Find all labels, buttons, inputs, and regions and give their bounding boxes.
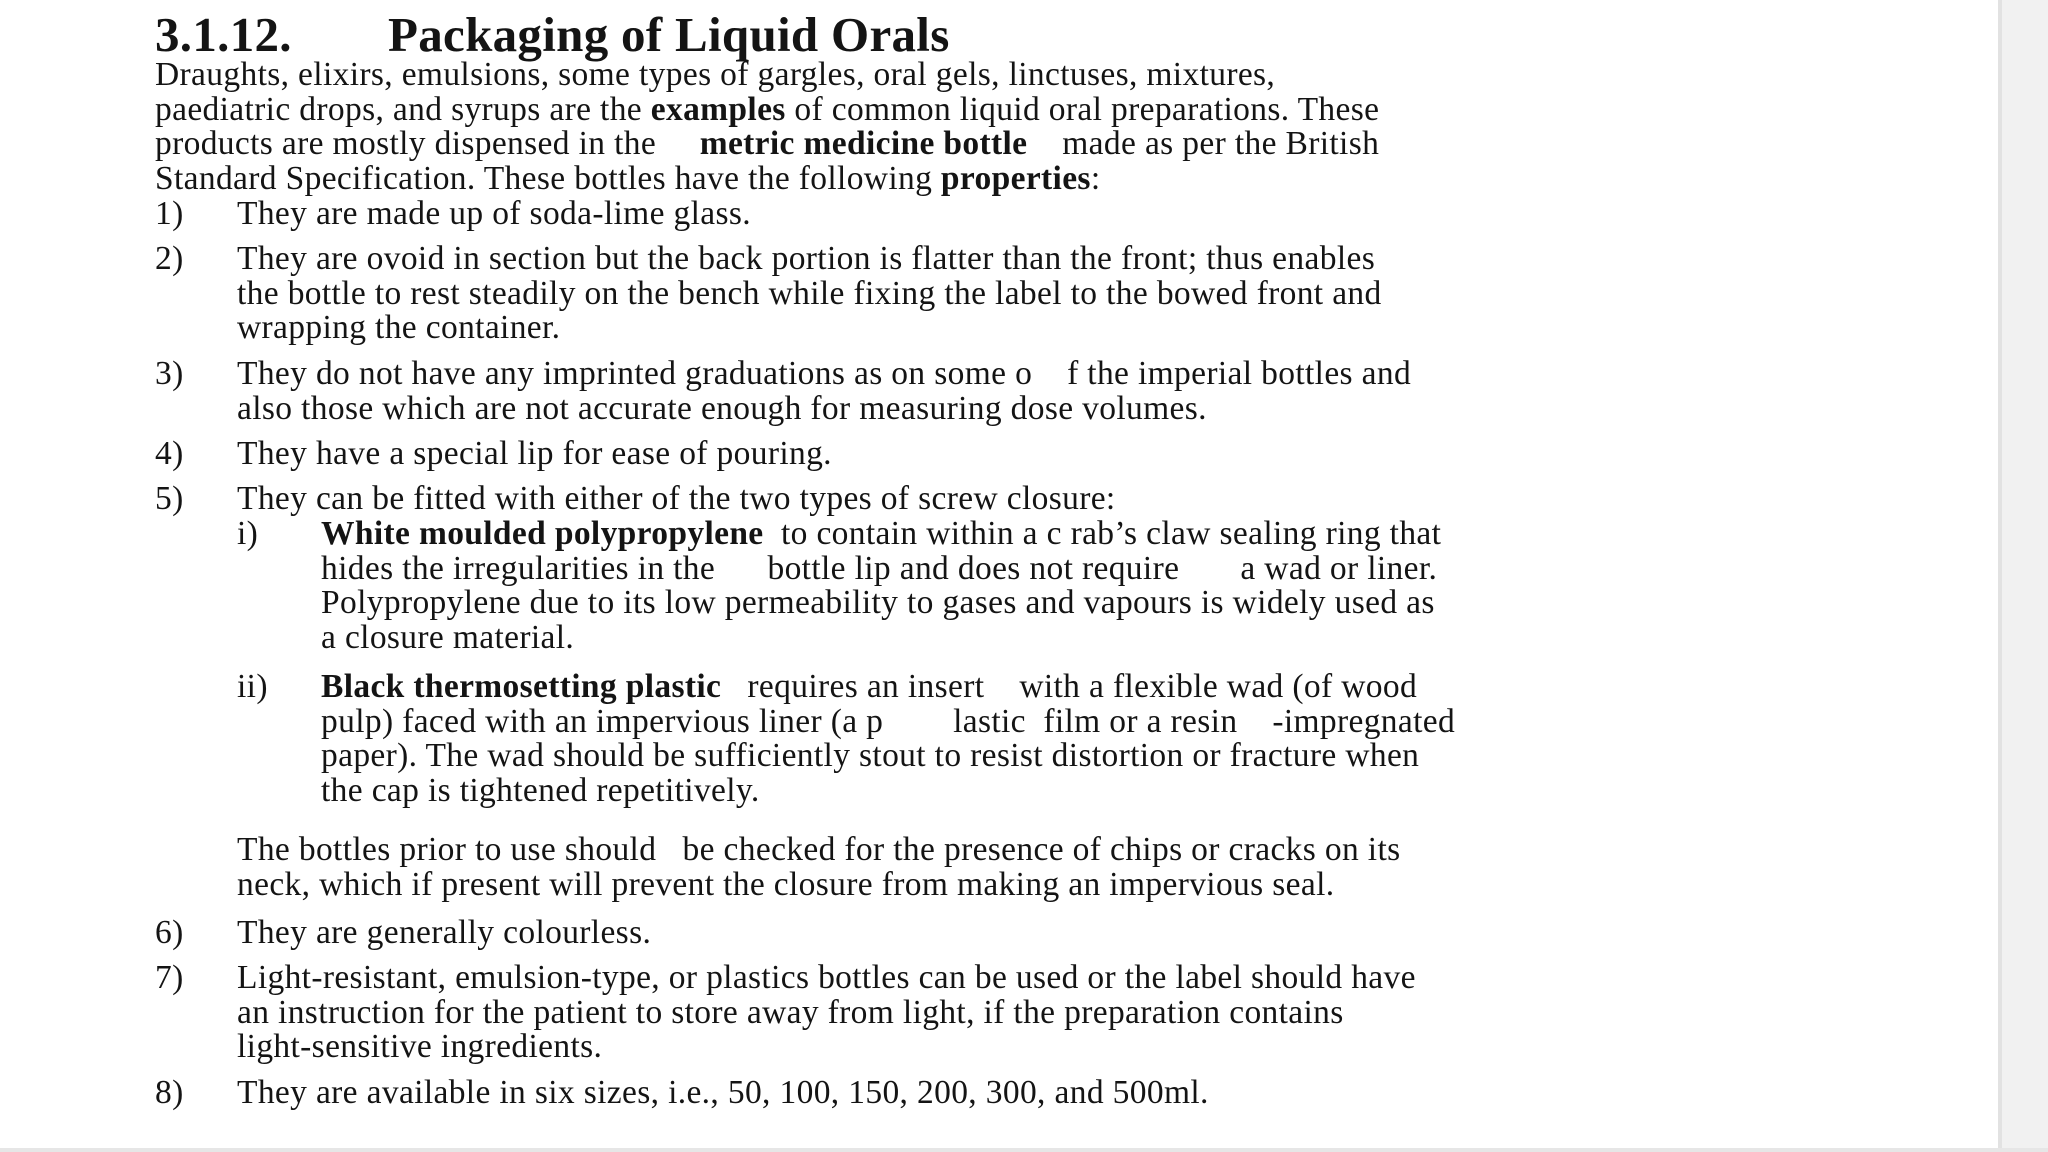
sub-item-bold-text: Black thermosetting plastic: [321, 668, 722, 705]
list-item-body: [237, 961, 1857, 1065]
sub-list-marker: ii): [237, 668, 268, 705]
list-item-body: [237, 916, 1857, 951]
page-edge-shadow: [1998, 0, 2002, 1152]
sub-list-item-body: [321, 517, 1821, 655]
intro-text: :: [1090, 159, 1101, 197]
intro-line: Draughts, elixirs, emulsions, some types of gargles, oral gels, linctuses, mixtures,: [155, 56, 1276, 93]
intro-bold-text: examples: [650, 90, 786, 128]
list-item-body: [237, 357, 1857, 426]
note-paragraph: [237, 833, 1857, 902]
list-item-line: also those which are not accurate enough for measuring dose volumes.: [237, 389, 1207, 427]
list-marker: 6): [155, 914, 184, 951]
list-marker: 4): [155, 435, 184, 472]
sub-item-bold-text: White moulded polypropylene: [321, 515, 764, 552]
list-marker: 8): [155, 1074, 184, 1111]
intro-bold-text: properties: [940, 159, 1091, 197]
list-marker: 3): [155, 355, 184, 392]
intro-line: [155, 90, 1835, 128]
sub-list-item-line: [321, 670, 1821, 705]
sub-list-item-line: the cap is tightened repetitively.: [321, 771, 760, 809]
sub-list-item-line: Polypropylene due to its low permeability to gases and vapours is widely used as: [321, 584, 1435, 621]
list-marker: 1): [155, 195, 184, 232]
intro-text: of common liquid oral preparations. These: [785, 90, 1380, 128]
list-item-line: They have a special lip for ease of pouring.: [237, 435, 832, 472]
list-item-body: [237, 437, 1857, 472]
note-line: neck, which if present will prevent the closure from making an impervious seal.: [237, 865, 1335, 903]
sub-list-item-line: a closure material.: [321, 618, 575, 656]
sub-list-item-line: pulp) faced with an impervious liner (a p lastic film or a resin -impregnated: [321, 702, 1456, 740]
list-item-line: They can be fitted with either of the two types of screw closure:: [237, 480, 1116, 517]
list-marker: 5): [155, 480, 184, 517]
list-item-body: [237, 1076, 1857, 1111]
section-title: Packaging of Liquid Orals: [388, 7, 950, 62]
intro-text: paediatric drops, and syrups are the: [155, 90, 651, 128]
sub-list-item-body: [321, 670, 1821, 808]
sub-item-text: to contain within a c rab’s claw sealing ring that: [763, 515, 1442, 552]
list-item-line: They are ovoid in section but the back portion is flatter than the front; thus enables: [237, 240, 1376, 277]
section-number: 3.1.12.: [155, 7, 292, 62]
intro-paragraph: [155, 58, 1835, 196]
list-item-line: They are available in six sizes, i.e., 50, 100, 150, 200, 300, and 500ml.: [237, 1074, 1209, 1111]
list-item-body: [237, 242, 1857, 346]
intro-bold-text: metric medicine bottle: [699, 125, 1028, 162]
list-item-line: wrapping the container.: [237, 309, 561, 346]
list-item-line: They are made up of soda-lime glass.: [237, 195, 752, 232]
list-item-body: [237, 482, 1857, 517]
list-item-line: an instruction for the patient to store away from light, if the preparation contains: [237, 993, 1344, 1031]
intro-line: [155, 159, 1835, 197]
list-marker: 7): [155, 959, 184, 996]
note-line: The bottles prior to use should be checked for the presence of chips or cracks on its: [237, 831, 1401, 868]
list-item-body: [237, 197, 1857, 232]
list-item-line: light-sensitive ingredients.: [237, 1028, 603, 1065]
sub-item-text: requires an insert with a flexible wad (of wood: [721, 668, 1418, 705]
list-item-line: They do not have any imprinted graduations as on some o f the imperial bottles and: [237, 355, 1412, 392]
list-marker: 2): [155, 240, 184, 277]
list-item-line: the bottle to rest steadily on the bench while fixing the label to the bowed front and: [237, 274, 1382, 312]
sub-list-item-line: hides the irregularities in the bottle lip and does not require a wad or liner.: [321, 549, 1438, 587]
intro-line: [155, 127, 1835, 162]
list-item-line: They are generally colourless.: [237, 914, 652, 951]
intro-text: Standard Specification. These bottles have the following: [155, 159, 941, 197]
sub-list-marker: i): [237, 515, 259, 552]
page-bottom-shadow: [0, 1148, 2048, 1152]
intro-text: made as per the British: [1027, 125, 1380, 162]
list-item-line: Light-resistant, emulsion-type, or plastics bottles can be used or the label should have: [237, 959, 1416, 996]
intro-text: products are mostly dispensed in the: [155, 125, 700, 162]
sub-list-item-line: paper). The wad should be sufficiently stout to resist distortion or fracture when: [321, 737, 1420, 774]
sub-list-item-line: [321, 517, 1821, 552]
